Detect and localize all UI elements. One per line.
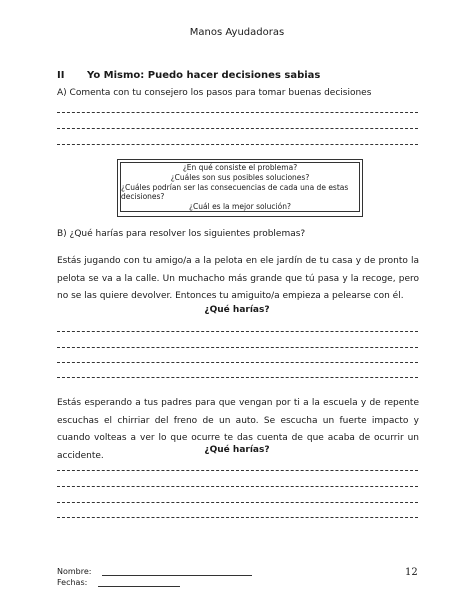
section-title: Yo Mismo: Puedo hacer decisiones sabias	[87, 70, 321, 81]
page-number: 12	[405, 567, 418, 578]
scenario-2-text: Estás esperando a tus padres para que vengan por ti a la escuela y de repente escuchas el chirriar del freno de un auto. Se escucha un fuerte impacto y cuando volteas a ver lo que ocurre te das cuenta de que acaba de ocurrir un accidente.	[57, 398, 419, 461]
answer-line	[57, 347, 418, 348]
name-label: Nombre:	[57, 567, 92, 576]
step-question: ¿Cuáles podrían ser las consecuencias de cada una de estas decisiones?	[121, 182, 349, 201]
name-field	[57, 567, 252, 576]
part-b-prompt: B) ¿Qué harías para resolver los siguientes problemas?	[57, 229, 306, 239]
date-label: Fechas:	[57, 578, 88, 587]
step-question: ¿Cuáles son sus posibles soluciones?	[170, 173, 310, 183]
answer-line	[57, 470, 418, 471]
step-question: ¿Cuál es la mejor solución?	[189, 201, 291, 211]
page-header: Manos Ayudadoras	[189, 27, 285, 38]
scenario-1-question: ¿Qué harías?	[204, 305, 270, 315]
scenario-2-question: ¿Qué harías?	[204, 445, 270, 455]
date-blank	[98, 578, 180, 587]
section-number: II	[57, 70, 65, 81]
date-field	[57, 578, 180, 587]
answer-line	[57, 128, 418, 129]
answer-line	[57, 112, 418, 113]
section-heading	[57, 70, 320, 81]
decision-steps-box	[117, 159, 363, 217]
answer-line	[57, 502, 418, 503]
answer-line	[57, 486, 418, 487]
answer-line	[57, 377, 418, 378]
answer-line	[57, 517, 418, 518]
answer-line	[57, 331, 418, 332]
part-a-prompt: A) Comenta con tu consejero los pasos para tomar buenas decisiones	[57, 88, 372, 98]
step-question: ¿En qué consiste el problema?	[182, 163, 298, 173]
name-blank	[102, 567, 252, 576]
answer-line	[57, 144, 418, 145]
scenario-1-text: Estás jugando con tu amigo/a a la pelota en ele jardín de tu casa y de pronto la pelota se va a la calle. Un muchacho más grande que tú pasa y la recoge, pero no se las quiere devolver. Entonces tu amiguito/a empieza a pelearse con él.	[57, 256, 419, 301]
answer-line	[57, 362, 418, 363]
